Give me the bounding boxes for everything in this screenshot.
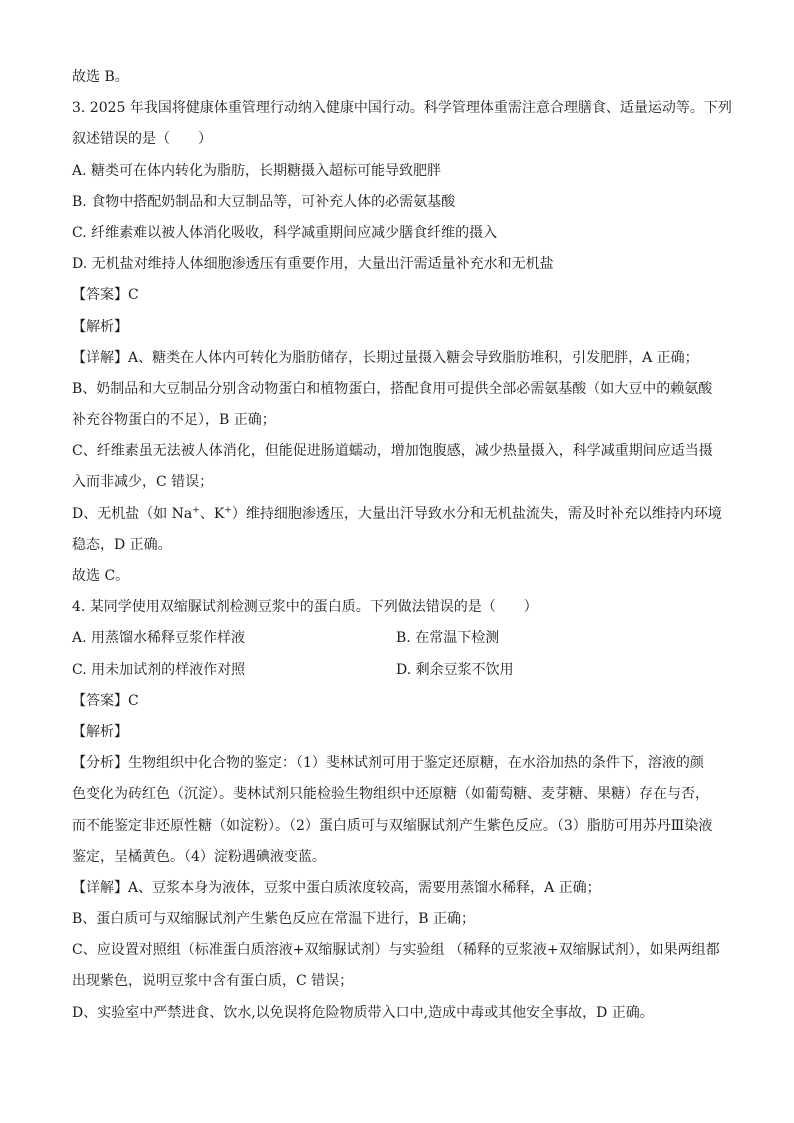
q4-option-a: A. 用蒸馏水稀释豆浆作样液	[72, 630, 246, 647]
q4-option-c: C. 用未加试剂的样液作对照	[72, 661, 246, 678]
q4-analysis-4: 鉴定，呈橘黄色。（4）淀粉遇碘液变蓝。	[72, 848, 326, 865]
q4-analysis-3: 而不能鉴定非还原性糖（如淀粉）。（2）蛋白质可与双缩脲试剂产生紫色反应。（3）脂肪可用苏丹Ⅲ染液	[72, 817, 713, 834]
q3-detail-c-cont: 入而非减少，C 错误；	[72, 474, 214, 491]
conclusion-q3: 故选 C。	[72, 568, 130, 584]
q3-detail-b-cont: 补充谷物蛋白的不足），B 正确；	[72, 412, 276, 429]
q4-answer: 【答案】C	[72, 692, 139, 709]
q4-analysis-1: 【分析】生物组织中化合物的鉴定：（1）斐林试剂可用于鉴定还原糖，在水浴加热的条件下，溶液的颜	[72, 755, 704, 772]
q4-detail-c: C、应设置对照组（标准蛋白质溶液+双缩脲试剂）与实验组 （稀释的豆浆液+双缩脲试剂），如果两组都	[72, 942, 720, 959]
q3-analysis-label: 【解析】	[72, 318, 128, 335]
q4-detail-d: D、实验室中严禁进食、饮水,以免误将危险物质带入口中,造成中毒或其他安全事故，D 正确。	[72, 1004, 654, 1021]
q3-detail-d-cont: 稳态，D 正确。	[72, 536, 172, 553]
q3-detail-d-prefix: D、无机盐（如 Na	[72, 505, 193, 522]
q3-option-b: B. 食物中搭配奶制品和大豆制品等，可补充人体的必需氨基酸	[72, 193, 456, 210]
question-4-stem: 4. 某同学使用双缩脲试剂检测豆浆中的蛋白质。下列做法错误的是（ ）	[72, 599, 538, 616]
q3-option-a: A. 糖类可在体内转化为脂肪，长期糖摄入超标可能导致肥胖	[72, 162, 442, 179]
q3-detail-d-suffix: ）维持细胞渗透压，大量出汗导致水分和无机盐流失，需及时补充以维持内环境	[231, 505, 722, 522]
question-3-stem: 3. 2025 年我国将健康体重管理行动纳入健康中国行动。科学管理体重需注意合理膳食、适量运动等。下列	[72, 100, 732, 117]
q3-detail-b: B、奶制品和大豆制品分别含动物蛋白和植物蛋白，搭配食用可提供全部必需氨基酸（如大豆中的赖氨酸	[72, 380, 713, 397]
q3-detail-d-mid: 、K	[199, 505, 225, 522]
q4-detail-b: B、蛋白质可与双缩脲试剂产生紫色反应在常温下进行，B 正确；	[72, 911, 476, 928]
q4-analysis-2: 色变化为砖红色（沉淀）。斐林试剂只能检验生物组织中还原糖（如葡萄糖、麦芽糖、果糖）存在与否，	[72, 786, 709, 803]
q3-answer: 【答案】C	[72, 287, 139, 304]
document-page	[72, 62, 732, 1029]
q3-option-c: C. 纤维素难以被人体消化吸收，科学减重期间应减少膳食纤维的摄入	[72, 224, 498, 241]
q4-analysis-label: 【解析】	[72, 723, 128, 740]
na-charge: +	[192, 504, 200, 515]
q3-detail-c: C、纤维素虽无法被人体消化，但能促进肠道蠕动，增加饱腹感，减少热量摄入，科学减重期间应适当摄	[72, 443, 713, 460]
q3-detail-a: 【详解】A、糖类在人体内可转化为脂肪储存，长期过量摄入糖会导致脂肪堆积，引发肥胖，A 正确；	[72, 349, 699, 366]
q4-detail-c-cont: 出现紫色，说明豆浆中含有蛋白质，C 错误；	[72, 973, 354, 990]
q3-detail-d	[72, 499, 724, 530]
q3-option-d: D. 无机盐对维持人体细胞渗透压有重要作用，大量出汗需适量补充水和无机盐	[72, 256, 554, 273]
q4-detail-a: 【详解】A、豆浆本身为液体，豆浆中蛋白质浓度较高，需要用蒸馏水稀释，A 正确；	[72, 879, 601, 896]
q4-option-d: D. 剩余豆浆不饮用	[396, 661, 514, 678]
q4-options-row-2	[72, 655, 724, 686]
q4-options-row-1	[72, 623, 724, 654]
q4-option-b: B. 在常温下检测	[396, 630, 500, 647]
conclusion-q2: 故选 B。	[72, 69, 129, 85]
question-3-stem-cont: 叙述错误的是（ ）	[72, 131, 212, 148]
k-charge: +	[224, 504, 232, 515]
